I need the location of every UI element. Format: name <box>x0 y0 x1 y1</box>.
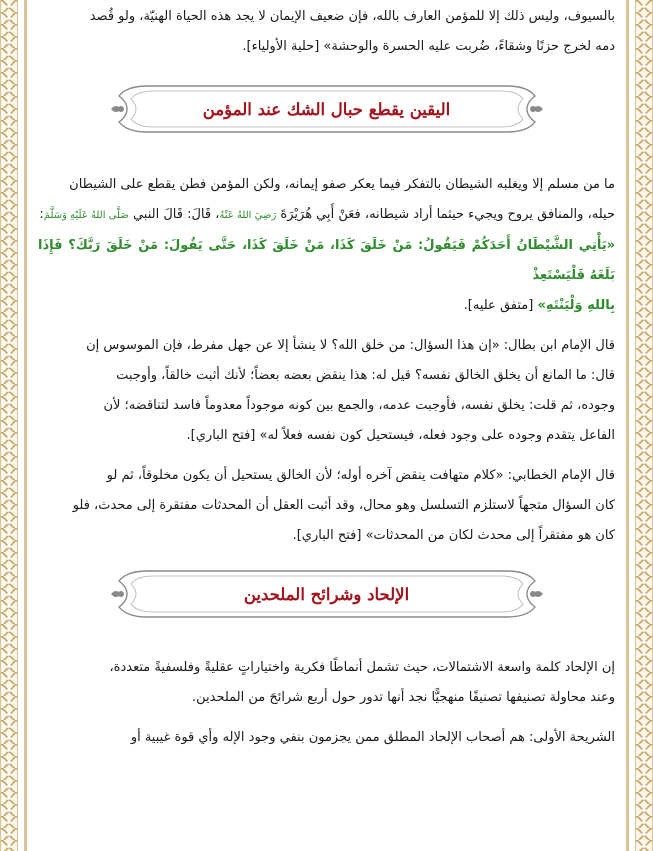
text-line: إن الإلحاد كلمة واسعة الاشتمالات، حيث تشمل أنماطًا فكرية واختياراتٍ عقليةً وفلسفيةً متعددة، <box>109 660 615 675</box>
text-span: ، قَالَ: قَالَ النبي <box>132 207 220 222</box>
text-line: دمه لخرج حزنًا وشقاءً، ضُربت عليه الحسرة والوحشة» [حلية الأولياء]. <box>242 39 615 54</box>
paragraph-6 <box>38 723 615 753</box>
decorative-border-left <box>0 0 18 851</box>
paragraph-5 <box>38 653 615 713</box>
text-line: بالسيوف، وليس ذلك إلا للمؤمن العارف بالله، فإن ضعيف الإيمان لا يجد هذه الحياة الهنيّة، ولو قُصد <box>89 9 615 24</box>
paragraph-4 <box>38 461 615 551</box>
page-content <box>38 0 615 851</box>
paragraph-1 <box>38 0 615 62</box>
text-line: ما من مسلم إلا ويغلبه الشيطان بالتفكر فيما يعكر صفو إيمانه، ولكن المؤمن فطن يقطع على الشيطان <box>69 177 615 192</box>
decorative-border-right <box>635 0 653 851</box>
section-heading-ilhad: الإلحاد وشرائح الملحدين <box>243 584 410 604</box>
text-line <box>38 291 615 321</box>
section-heading-frame <box>107 74 547 144</box>
citation: [متفق عليه]. <box>463 298 538 313</box>
honorific: رَضِيَ اللهُ عَنْهُ <box>219 210 277 221</box>
hadith-text-end: بِاللهِ وَلْيَنْتَهِ» <box>537 298 615 313</box>
section-heading-yaqeen: اليقين يقطع حبال الشك عند المؤمن <box>202 99 451 119</box>
section-heading-frame <box>107 559 547 629</box>
paragraph-3 <box>38 331 615 451</box>
text-line: قال: ما المانع أن يخلق الخالق نفسه؟ قيل له: هذا ينقض بعضه بعضاً؛ لأنك أثبت خالقاً، وأوجبت <box>116 368 615 383</box>
honorific: صَلَّى اللهُ عَلَيْهِ وَسَلَّمَ <box>43 210 129 221</box>
text-line: الشريحة الأولى: هم أصحاب الإلحاد المطلق ممن يجزمون بنفي وجود الإله وأي قوة غيبية أو <box>130 730 615 745</box>
text-span: : <box>39 207 44 222</box>
text-line: وعند محاولة تصنيفها تصنيفًا منهجيًّا نجد أنها تدور حول أربع شرائحَ من الملحدين. <box>191 690 615 705</box>
inner-rule-right <box>626 0 629 851</box>
text-line: قال الإمام الخطابي: «كلام متهافت ينقض آخره أوله؛ لأن الخالق يستحيل أن يكون مخلوقاً، ثم لو <box>106 468 615 483</box>
text-line: الفاعل يتقدم وجوده على وجود فعله، فيستحيل كون نفسه فعلاً له» [فتح الباري]. <box>186 428 615 443</box>
text-line: وجوده، ثم قلت: يخلق نفسه، فأوجبت عدمه، والجمع بين كونه موجوداً معدوماً فاسد لتناقضه؛ لأن <box>103 398 615 413</box>
paragraph-2 <box>38 170 615 321</box>
text-line: كان هو مفتقراً إلى محدث لكان من المحدثات» [فتح الباري]. <box>292 528 615 543</box>
hadith-text: «يَأْتِي الشَّيْطَانُ أَحَدَكُمْ فَيَقُولُ: مَنْ خَلَقَ كَذَا، مَنْ خَلَقَ كَذَا، حَتَّى يَقُولَ: مَنْ خَلَقَ رَبَّكَ؟ فَإِذَا بَلَغَهُ فَلْيَسْتَعِذْ <box>38 238 615 283</box>
text-line: قال الإمام ابن بطال: «إن هذا السؤال: من خلق الله؟ لا ينشأ إلا عن جهل مفرط، فإن الموسوس إن <box>86 338 615 353</box>
text-line: كان السؤال متجهاً لاستلزم التسلسل وهو محال، وقد أثبت العقل أن المحدثات مفتقرة إلى محدث، فلو <box>72 498 615 513</box>
inner-rule-left <box>24 0 27 851</box>
text-span: حيله، والمنافق يروح ويجيء حيثما أراد شيطانه، فعَنْ أَبِي هُرَيْرَةَ <box>280 207 615 222</box>
text-line <box>38 200 615 231</box>
